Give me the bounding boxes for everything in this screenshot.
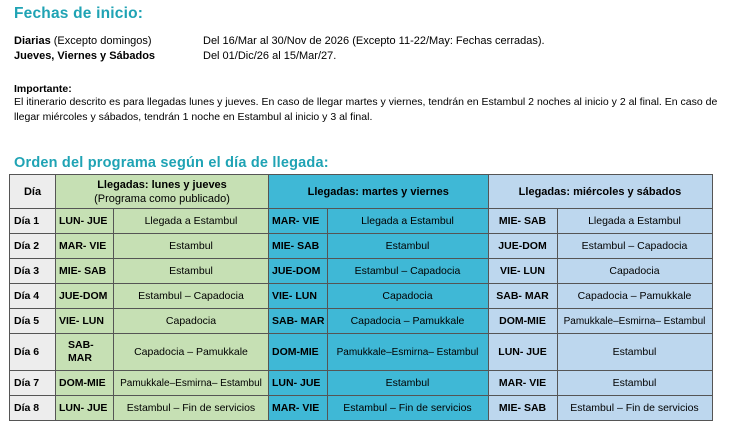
daily-note: (Excepto domingos) [50,35,152,47]
table-row [10,371,713,396]
arrival-days-cell: MAR- VIE [56,234,114,259]
route-cell: Estambul – Fin de servicios [557,396,712,421]
arrival-days-cell: DOM-MIE [56,371,114,396]
arrival-days-cell: MAR- VIE [269,209,328,234]
arrival-days-cell: LUN- JUE [488,334,557,371]
daily-row [14,35,545,47]
thursday-row [14,50,336,62]
header-day: Día [10,175,56,209]
header-group-1-line2: (Programa como publicado) [94,192,230,205]
table-row [10,334,713,371]
arrival-days-cell: LUN- JUE [269,371,328,396]
table-row [10,234,713,259]
daily-label: Diarias [14,35,51,47]
program-title: Orden del programa según el día de llegada: [14,155,329,171]
route-cell: Capadocia [114,309,269,334]
route-cell: Estambul – Fin de servicios [327,396,488,421]
route-cell: Estambul [557,371,712,396]
route-cell: Pamukkale–Esmirna– Estambul [327,334,488,371]
route-cell: Estambul [114,234,269,259]
route-cell: Estambul [557,334,712,371]
route-cell: Estambul [327,371,488,396]
header-group-2: Llegadas: martes y viernes [269,175,489,209]
arrival-days-cell: MIE- SAB [269,234,328,259]
route-cell: Estambul – Capadocia [557,234,712,259]
table-row [10,209,713,234]
route-cell: Estambul [114,259,269,284]
arrival-days-cell: JUE-DOM [269,259,328,284]
route-cell: Estambul – Capadocia [327,259,488,284]
day-cell: Día 8 [10,396,56,421]
route-cell: Capadocia – Pamukkale [557,284,712,309]
start-dates-title: Fechas de inicio: [14,5,144,22]
header-group-1-line1: Llegadas: lunes y jueves [97,178,227,191]
arrival-days-line2: MAR [68,352,92,364]
day-cell: Día 5 [10,309,56,334]
arrival-days-cell: VIE- LUN [56,309,114,334]
route-cell: Pamukkale–Esmirna– Estambul [114,371,269,396]
arrival-days-cell: MIE- SAB [488,396,557,421]
route-cell: Capadocia – Pamukkale [114,334,269,371]
day-cell: Día 2 [10,234,56,259]
header-group-3: Llegadas: miércoles y sábados [488,175,712,209]
important-title: Importante: [14,83,72,95]
arrival-days-cell: MAR- VIE [269,396,328,421]
arrival-days-cell: VIE- LUN [269,284,328,309]
arrival-days-cell: SAB- MAR [488,284,557,309]
route-cell: Capadocia – Pamukkale [327,309,488,334]
table-row [10,284,713,309]
day-cell: Día 4 [10,284,56,309]
route-cell: Capadocia [327,284,488,309]
arrival-days-cell: LUN- JUE [56,209,114,234]
route-cell: Estambul – Fin de servicios [114,396,269,421]
arrival-days-cell: MAR- VIE [488,371,557,396]
arrival-days-cell [56,334,114,371]
route-cell: Capadocia [557,259,712,284]
arrival-days-cell: MIE- SAB [488,209,557,234]
arrival-days-cell: JUE-DOM [56,284,114,309]
day-cell: Día 7 [10,371,56,396]
arrival-days-cell: VIE- LUN [488,259,557,284]
header-group-1 [56,175,269,209]
day-cell: Día 1 [10,209,56,234]
thu-value: Del 01/Dic/26 al 15/Mar/27. [203,50,337,62]
route-cell: Llegada a Estambul [327,209,488,234]
day-cell: Día 3 [10,259,56,284]
daily-value: Del 16/Mar al 30/Nov de 2026 (Excepto 11-22/May: Fechas cerradas). [203,35,545,47]
route-cell: Llegada a Estambul [557,209,712,234]
arrival-days-cell: MIE- SAB [56,259,114,284]
table-row [10,259,713,284]
route-cell: Llegada a Estambul [114,209,269,234]
route-cell: Pamukkale–Esmirna– Estambul [557,309,712,334]
table-header-row [10,175,713,209]
daily-label-cell [14,35,203,47]
route-cell: Estambul – Capadocia [114,284,269,309]
program-table [9,174,713,421]
arrival-days-cell: JUE-DOM [488,234,557,259]
route-cell: Estambul [327,234,488,259]
thu-label: Jueves, Viernes y Sábados [14,50,156,62]
important-text: El itinerario descrito es para llegadas lunes y jueves. En caso de llegar martes y viernes, tendrán en Estambul 2 noches al inicio y 2 al final. En caso de llegar miércoles y sábados, tendrán 1 noche en Estambul al inicio y 3 al final. [14,96,718,123]
table-row [10,309,713,334]
table-row [10,396,713,421]
arrival-days-cell: DOM-MIE [488,309,557,334]
day-cell: Día 6 [10,334,56,371]
arrival-days-cell: DOM-MIE [269,334,328,371]
arrival-days-cell: LUN- JUE [56,396,114,421]
arrival-days-cell: SAB- MAR [269,309,328,334]
arrival-days-line1: SAB- [68,339,94,351]
